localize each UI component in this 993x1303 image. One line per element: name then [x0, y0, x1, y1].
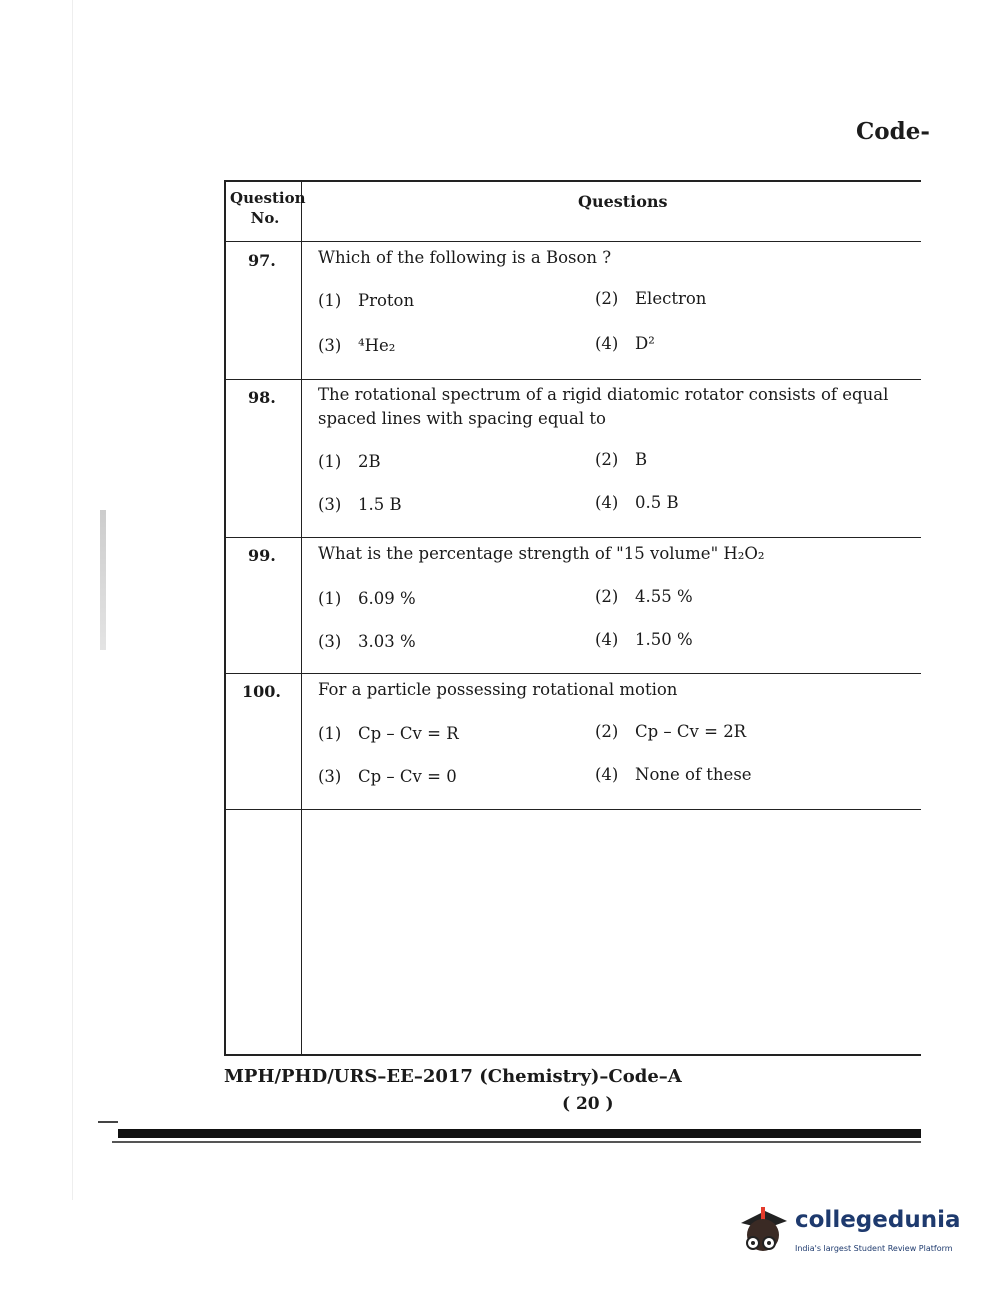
- option-2: (2) Cp – Cv = 2R: [595, 722, 747, 741]
- option-4: (4) None of these: [595, 765, 752, 784]
- option-1: (1) Proton: [318, 291, 415, 310]
- brand-name: collegedunia: [795, 1207, 961, 1233]
- question-text: What is the percentage strength of "15 volume" H₂O₂: [318, 544, 765, 563]
- header-question-no: Question No.: [230, 189, 306, 227]
- scan-edge: [72, 0, 73, 1200]
- option-4: (4) 0.5 B: [595, 493, 679, 512]
- question-table: [224, 180, 921, 1056]
- question-number: 99.: [248, 546, 276, 565]
- row-divider: [226, 809, 921, 810]
- option-2: (2) 4.55 %: [595, 587, 693, 606]
- header-divider: [226, 241, 921, 242]
- option-4: (4) D²: [595, 334, 655, 353]
- option-1: (1) Cp – Cv = R: [318, 724, 459, 743]
- paper-code-label: Code-: [856, 118, 930, 145]
- mascot-icon: [735, 1197, 791, 1257]
- option-2: (2) Electron: [595, 289, 707, 308]
- option-3: (3) Cp – Cv = 0: [318, 767, 457, 786]
- header-questions: Questions: [578, 192, 668, 211]
- option-3: (3) 1.5 B: [318, 495, 402, 514]
- option-3: (3) 3.03 %: [318, 632, 416, 651]
- option-1: (1) 6.09 %: [318, 589, 416, 608]
- question-number: 98.: [248, 388, 276, 407]
- scan-line: [112, 1141, 921, 1143]
- page-number: ( 20 ): [562, 1094, 614, 1114]
- row-divider: [226, 673, 921, 674]
- question-number: 97.: [248, 251, 276, 270]
- question-text: For a particle possessing rotational motion: [318, 680, 678, 699]
- option-4: (4) 1.50 %: [595, 630, 693, 649]
- collegedunia-watermark: [735, 1195, 965, 1265]
- footer-paper-code: MPH/PHD/URS–EE–2017 (Chemistry)–Code–A: [224, 1066, 682, 1087]
- column-divider: [301, 182, 302, 1054]
- option-2: (2) B: [595, 450, 648, 469]
- scan-line: [98, 1121, 118, 1123]
- row-divider: [226, 379, 921, 380]
- question-text: The rotational spectrum of a rigid diatomic rotator consists of equal spaced lines with spacing equal to: [318, 385, 889, 428]
- question-text: Which of the following is a Boson ?: [318, 248, 612, 267]
- scan-bar: [118, 1129, 921, 1138]
- option-1: (1) 2B: [318, 452, 381, 471]
- option-3: (3) ⁴He₂: [318, 336, 396, 355]
- brand-tagline: India's largest Student Review Platform: [795, 1244, 953, 1253]
- question-number: 100.: [242, 682, 281, 701]
- row-divider: [226, 537, 921, 538]
- scan-mark: [100, 510, 106, 650]
